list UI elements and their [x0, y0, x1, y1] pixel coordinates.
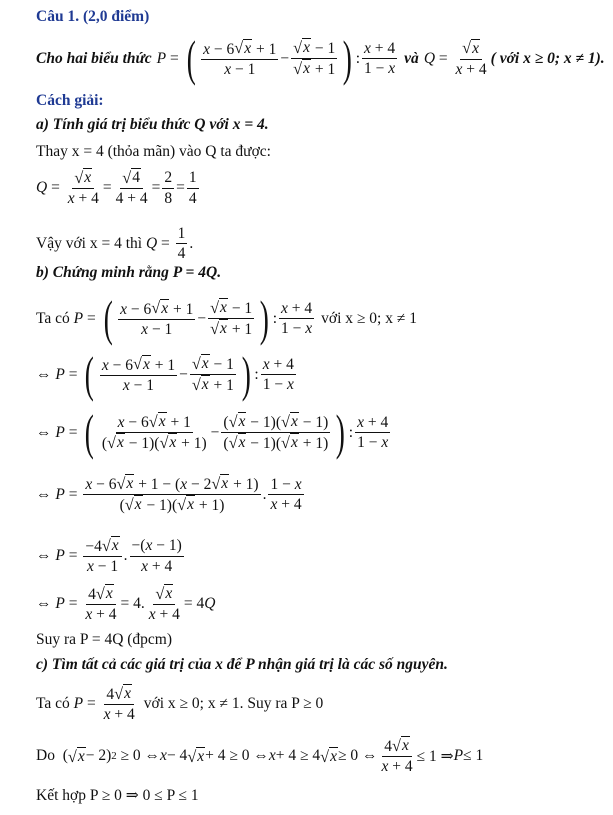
- part-b-line5: ⇔ P = −4 √ x x − 1 . $\frac{-(x - 1)}{x + 4}$: [36, 536, 182, 576]
- part-c-combine: Kết hợp P ≥ 0 ⇒ 0 ≤ P ≤ 1: [36, 787, 199, 804]
- part-a-line1: Thay x = 4 (thỏa mãn) vào Q ta được:: [36, 143, 271, 160]
- part-c-line2: Do ( √ x − 2) 2 ≥ 0 ⇔ x − 4 √ x + 4 ≥ 0 ⇔ x + 4 ≥ 4 √ x ≥ 0 ⇔ 4 √ x x + 4 ≤ 1 ⇒ P ≤ 1: [36, 736, 484, 776]
- problem-statement: Cho hai biểu thức P = ( x − 6 √ x + 1 x − 1 − √ x − 1 √ x + 1 ) : $\frac{x + 4}{1 - x}$ và Q = √ x x + 4 ( với x ≥ 0; x ≠ 1).: [36, 31, 605, 86]
- part-a-title: a) Tính giá trị biểu thức Q với x = 4.: [36, 116, 269, 133]
- part-b-line2: ⇔ P = ( x − 6 √ x + 1 x − 1 − √ x − 1 √ x + 1 ) : $\frac{x + 4}{1 - x}$: [36, 347, 294, 402]
- part-c-title: c) Tìm tất cả các giá trị của x để P nhận giá trị là các số nguyên.: [36, 656, 448, 673]
- part-b-line6: ⇔ P = 4 √ x x + 4 = 4. √ x x + 4 = 4 Q: [36, 584, 216, 624]
- part-b-conclusion: Suy ra P = 4Q (đpcm): [36, 631, 173, 648]
- part-b-line1: Ta có P = ( x − 6 √ x + 1 x − 1 − √ x − 1 √ x + 1 ) : $\frac{x + 4}{1 - x}$ với x ≥ 0; x ≠ 1: [36, 291, 417, 346]
- part-b-title: b) Chứng minh rằng P = 4Q.: [36, 264, 222, 281]
- part-c-line1: Ta có P = 4 √ x x + 4 với x ≥ 0; x ≠ 1. Suy ra P ≥ 0: [36, 684, 324, 724]
- part-a-conclusion: Vậy với x = 4 thì Q = $\frac{1}{4}$ .: [36, 225, 194, 263]
- part-b-line3: ⇔ P = ( x − 6 √ x + 1 ( √ x − 1)( √ x + 1) − ( √ x − 1)( √ x − 1) ( √ x − 1)( √ x + 1) ) : $\frac{x + 4}{1 - x}$: [36, 405, 389, 460]
- part-a-calc: Q = √ x x + 4 = √ 4 4 + 4 = $\frac{2}{8}$ = $\frac{1}{4}$: [36, 168, 197, 208]
- part-b-line4: ⇔ P = x − 6 √ x + 1 − (x − 2 √ x + 1) ( √ x − 1)( √ x + 1) . $\frac{1 - x}{x + 4}$: [36, 474, 302, 514]
- solution-title: Cách giải:: [36, 92, 104, 109]
- question-heading: Câu 1. (2,0 điểm): [36, 8, 150, 25]
